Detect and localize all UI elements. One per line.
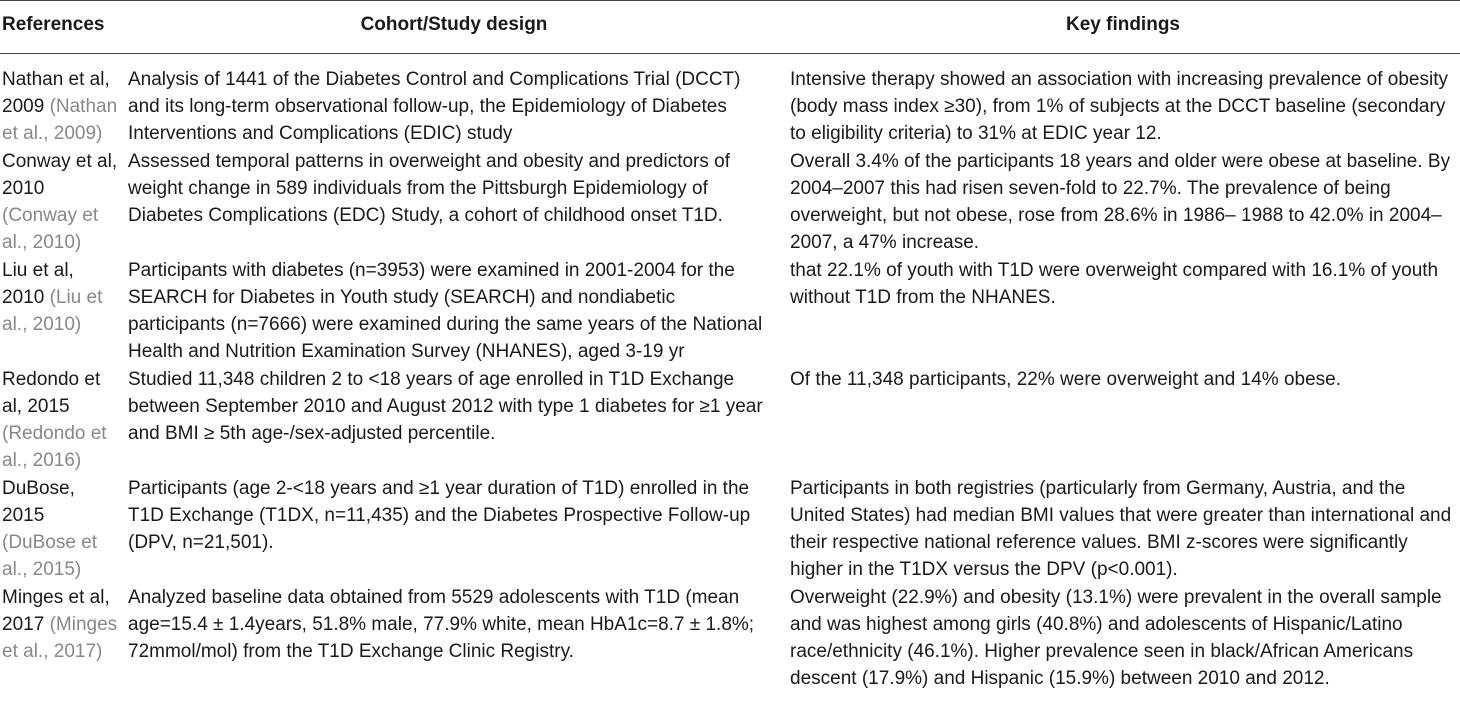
table-row	[0, 583, 1460, 692]
design-cell: Participants (age 2-<18 years and ≥1 year duration of T1D) enrolled in the T1D Exchange (T1DX, n=11,435) and the Diabetes Prospective Follow-up (DPV, n=21,501).	[128, 478, 751, 553]
findings-cell: Intensive therapy showed an association with increasing prevalence of obesity (body mass index ≥30), from 1% of subjects at the DCCT baseline (secondary to eligibility criteria) to 31% at EDIC year 12.	[790, 69, 1448, 144]
design-cell: Participants with diabetes (n=3953) were examined in 2001-2004 for the SEARCH for Diabetes in Youth study (SEARCH) and nondiabetic participants (n=7666) were examined during the same years of the National Health and Nutrition Examination Survey (NHANES), aged 3-19 yr	[128, 260, 763, 362]
reference-cell	[0, 147, 122, 256]
header-findings: Key findings	[786, 1, 1460, 54]
reference-text: Redondo et al, 2015	[2, 369, 101, 417]
citation-link[interactable]: (DuBose et al., 2015)	[2, 532, 98, 580]
findings-cell: Overweight (22.9%) and obesity (13.1%) were prevalent in the overall sample and was highest among girls (40.8%) and adolescents of Hispanic/Latino race/ethnicity (46.1%). Higher prevalence seen in black/African Americans descent (17.9%) and Hispanic (15.9%) between 2010 and 2012.	[790, 587, 1442, 689]
table-row	[0, 147, 1460, 256]
reference-text: DuBose, 2015	[2, 478, 75, 526]
citation-link[interactable]: (Conway et al., 2010)	[2, 205, 99, 253]
reference-text: Nathan et al, 2009	[2, 69, 110, 117]
findings-cell: Participants in both registries (particularly from Germany, Austria, and the United States) had median BMI values that were greater than international and their respective national reference values. BMI z-scores were significantly higher in the T1DX versus the DPV (p<0.001).	[790, 478, 1452, 580]
citation-link[interactable]: (Nathan et al., 2009)	[2, 96, 118, 144]
reference-cell	[0, 54, 122, 148]
table-row	[0, 365, 1460, 474]
header-design: Cohort/Study design	[122, 1, 786, 54]
header-references: References	[0, 1, 122, 54]
citation-link[interactable]: (Liu et al., 2010)	[2, 287, 103, 335]
reference-text: Minges et al, 2017	[2, 587, 110, 635]
findings-cell: that 22.1% of youth with T1D were overweight compared with 16.1% of youth without T1D from the NHANES.	[790, 260, 1439, 308]
citation-link[interactable]: (Minges et al., 2017)	[2, 614, 118, 662]
design-cell: Analyzed baseline data obtained from 5529 adolescents with T1D (mean age=15.4 ± 1.4years, 51.8% male, 77.9% white, mean HbA1c=8.7 ± 1.8%; 72mmol/mol) from the T1D Exchange Clinic Registry.	[128, 587, 755, 662]
design-cell: Assessed temporal patterns in overweight and obesity and predictors of weight change in 589 individuals from the Pittsburgh Epidemiology of Diabetes Complications (EDC) Study, a cohort of childhood onset T1D.	[128, 151, 730, 226]
findings-cell: Overall 3.4% of the participants 18 years and older were obese at baseline. By 2004–2007 this had risen seven-fold to 22.7%. The prevalence of being overweight, but not obese, rose from 28.6% in 1986– 1988 to 42.0% in 2004–2007, a 47% increase.	[790, 151, 1451, 253]
design-cell: Analysis of 1441 of the Diabetes Control and Complications Trial (DCCT) and its long-term observational follow-up, the Epidemiology of Diabetes Interventions and Complications (EDIC) study	[128, 69, 741, 144]
design-cell: Studied 11,348 children 2 to <18 years of age enrolled in T1D Exchange between September 2010 and August 2012 with type 1 diabetes for ≥1 year and BMI ≥ 5th age-/sex-adjusted percentile.	[128, 369, 763, 444]
reference-cell	[0, 474, 122, 583]
table-row	[0, 474, 1460, 583]
findings-cell: Of the 11,348 participants, 22% were overweight and 14% obese.	[790, 369, 1341, 390]
reference-cell	[0, 583, 122, 692]
reference-text: Liu et al, 2010	[2, 260, 74, 308]
header-row	[0, 1, 1460, 54]
reference-cell	[0, 365, 122, 474]
reference-text: Conway et al, 2010	[2, 151, 118, 199]
reference-cell	[0, 256, 122, 365]
citation-link[interactable]: (Redondo et al., 2016)	[2, 423, 107, 471]
table-row	[0, 256, 1460, 365]
table-row	[0, 54, 1460, 148]
